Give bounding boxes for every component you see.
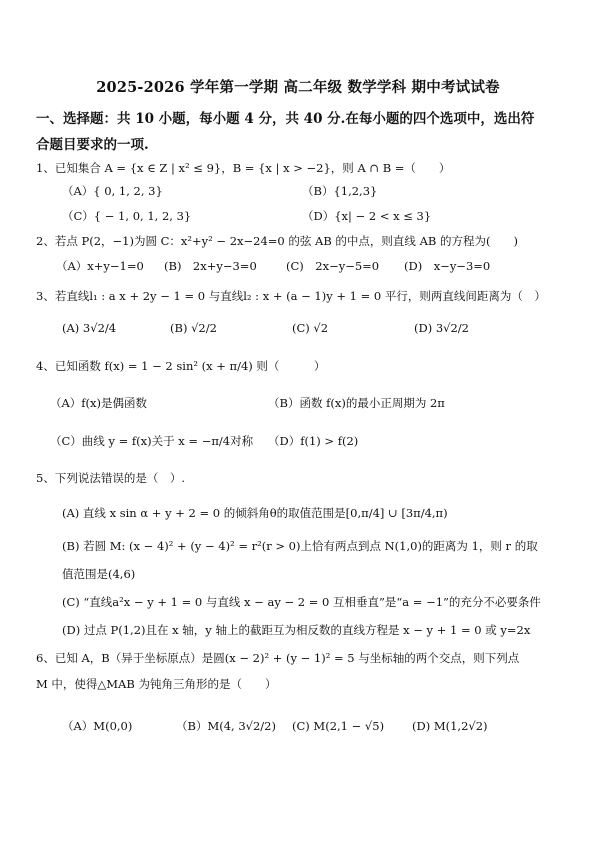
question-4-option-a: （A）f(x)是偶函数 xyxy=(50,396,148,410)
question-5-option-b: (B) 若圆 M: (x − 4)² + (y − 4)² = r²(r > 0)上恰有两点到点 N(1,0)的距离为 1，则 r 的取 xyxy=(62,539,538,553)
question-4-option-d: （D）f(1) > f(2) xyxy=(268,434,359,448)
question-1-option-d: （D）{x| − 2 < x ≤ 3} xyxy=(302,209,432,223)
question-6-stem-line1: 6、已知 A，B（异于坐标原点）是圆(x − 2)² + (y − 1)² = 5 与坐标轴的两个交点，则下列点 xyxy=(36,651,520,665)
question-2-option-a: （A）x+y−1=0 xyxy=(56,259,144,273)
question-1-option-b: （B）{1,2,3} xyxy=(302,184,378,198)
question-5-option-d: (D) 过点 P(1,2)且在 x 轴，y 轴上的截距互为相反数的直线方程是 x − y + 1 = 0 或 y=2x xyxy=(62,623,531,637)
question-2-option-c: (C) 2x−y−5=0 xyxy=(286,259,380,273)
question-2-stem: 2、若点 P(2，−1)为圆 C：x²+y² − 2x−24=0 的弦 AB 的中点，则直线 AB 的方程为( ) xyxy=(36,234,518,248)
section-heading xyxy=(36,106,566,158)
question-2-option-b: (B) 2x+y−3=0 xyxy=(164,259,257,273)
page-title: 2025-2026 学年第一学期 高二年级 数学学科 期中考试试卷 xyxy=(96,79,500,96)
question-2-option-d: (D) x−y−3=0 xyxy=(404,259,491,273)
question-5-option-a: (A) 直线 x sin α + y + 2 = 0 的倾斜角θ的取值范围是[0,π/4] ∪ [3π/4,π) xyxy=(62,506,448,520)
question-1-stem: 1、已知集合 A = {x ∈ Z | x² ≤ 9}，B = {x | x > −2}，则 A ∩ B =（ ） xyxy=(36,161,451,175)
question-4-option-c: （C）曲线 y = f(x)关于 x = −π/4对称 xyxy=(50,434,254,448)
question-1-option-a: （A）{ 0, 1, 2, 3} xyxy=(62,184,163,198)
question-3-option-c: (C) √2 xyxy=(292,321,329,335)
question-3-stem: 3、若直线l₁ : a x + 2y − 1 = 0 与直线l₂ : x + (a − 1)y + 1 = 0 平行，则两直线间距离为（ ） xyxy=(36,289,546,303)
question-1-option-c: （C）{ − 1, 0, 1, 2, 3} xyxy=(62,209,192,223)
question-5-option-b-cont: 值范围是(4,6) xyxy=(62,567,136,581)
question-3-option-d: (D) 3√2/2 xyxy=(414,321,470,335)
question-4-stem: 4、已知函数 f(x) = 1 − 2 sin² (x + π/4) 则（ ） xyxy=(36,359,326,373)
question-6-option-b: （B）M(4, 3√2/2) xyxy=(176,719,276,733)
question-3-option-a: (A) 3√2/4 xyxy=(62,321,117,335)
section-heading-line2: 合题目要求的一项. xyxy=(36,137,149,153)
question-3-option-b: (B) √2/2 xyxy=(170,321,217,335)
question-5-option-c: (C) “直线a²x − y + 1 = 0 与直线 x − ay − 2 = 0 互相垂直”是“a = −1”的充分不必要条件 xyxy=(62,595,541,609)
question-6-option-a: （A）M(0,0) xyxy=(62,719,133,733)
question-6-option-d: (D) M(1,2√2) xyxy=(412,719,488,733)
question-6-option-c: (C) M(2,1 − √5) xyxy=(292,719,385,733)
section-heading-line1: 一、选择题：共 10 小题，每小题 4 分，共 40 分.在每小题的四个选项中，选出符 xyxy=(36,111,535,127)
question-4-option-b: （B）函数 f(x)的最小正周期为 2π xyxy=(268,396,445,410)
question-5-stem: 5、下列说法错误的是（ ）. xyxy=(36,471,185,485)
question-6-stem-line2: M 中，使得△MAB 为钝角三角形的是（ ） xyxy=(36,677,277,691)
